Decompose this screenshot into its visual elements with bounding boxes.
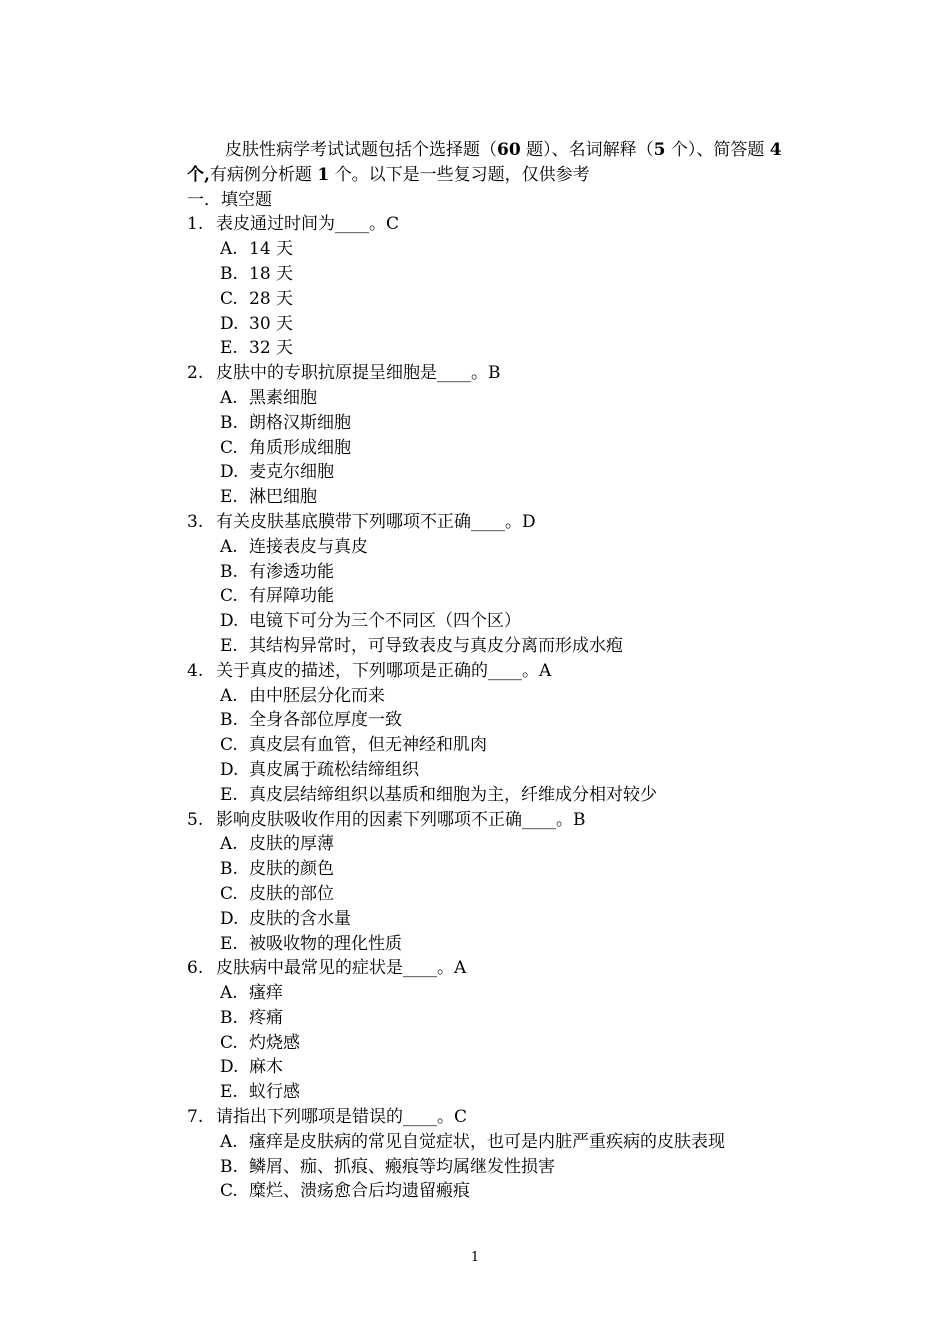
option-text: 糜烂、溃疡愈合后均遗留瘢痕 [249, 1181, 470, 1202]
answer-option [187, 932, 787, 957]
option-letter: B. [220, 1156, 238, 1177]
option-letter: A. [220, 536, 238, 557]
option-letter: A. [220, 387, 238, 408]
document-body [187, 138, 787, 1204]
question-number: 5. [187, 809, 204, 830]
answer-option [187, 386, 787, 411]
answer-option [187, 237, 787, 262]
question-stem [187, 1105, 787, 1130]
answer-option [187, 1006, 787, 1031]
answer-option [187, 262, 787, 287]
option-letter: D. [220, 908, 239, 929]
option-text: 皮肤的厚薄 [249, 834, 334, 855]
answer-option [187, 857, 787, 882]
section-title: 一．填空题 [187, 189, 272, 210]
answer-option [187, 287, 787, 312]
option-letter: E. [220, 635, 238, 656]
question-list [187, 212, 787, 1204]
answer-option [187, 485, 787, 510]
question-text: 影响皮肤吸收作用的因素下列哪项不正确____。B [216, 809, 586, 830]
option-letter: C. [220, 883, 238, 904]
question-number: 7. [187, 1107, 204, 1128]
question-stem [187, 808, 787, 833]
answer-option [187, 907, 787, 932]
option-text: 真皮层结缔组织以基质和细胞为主，纤维成分相对较少 [249, 784, 657, 805]
answer-option [187, 1155, 787, 1180]
answer-option [187, 336, 787, 361]
option-letter: A. [220, 1131, 238, 1152]
question-stem [187, 659, 787, 684]
intro-text-1: 皮肤性病学考试试题包括个选择题（ [225, 140, 497, 160]
intro-text-3: 个）、简答题 [665, 140, 770, 160]
intro-number-case: 1 [317, 164, 330, 185]
option-text: 淋巴细胞 [249, 487, 317, 508]
option-letter: B. [220, 263, 238, 284]
page-number: 1 [470, 1250, 480, 1265]
intro-number-short: 4 个, [187, 140, 782, 185]
option-letter: C. [220, 1032, 238, 1053]
option-letter: D. [220, 611, 239, 632]
option-text: 黑素细胞 [249, 387, 317, 408]
option-text: 有渗透功能 [249, 561, 334, 582]
intro-text-4: 有病例分析题 [209, 164, 318, 185]
option-letter: A. [220, 685, 238, 706]
option-text: 麦克尔细胞 [249, 462, 334, 483]
answer-option [187, 312, 787, 337]
option-text: 灼烧感 [249, 1032, 300, 1053]
option-text: 其结构异常时，可导致表皮与真皮分离而形成水疱 [249, 635, 623, 656]
option-letter: C. [220, 288, 238, 309]
option-text: 28 天 [249, 288, 294, 309]
question-stem [187, 212, 787, 237]
answer-option [187, 609, 787, 634]
option-letter: C. [220, 735, 238, 756]
option-letter: D. [220, 1057, 239, 1078]
question-number: 2. [187, 363, 204, 384]
intro-text-2: 题）、名词解释（ [520, 140, 654, 160]
option-text: 被吸收物的理化性质 [249, 933, 402, 954]
option-text: 朗格汉斯细胞 [249, 412, 351, 433]
option-letter: E. [220, 933, 238, 954]
option-text: 30 天 [249, 313, 294, 334]
option-text: 14 天 [249, 239, 294, 260]
option-text: 麻木 [249, 1057, 283, 1078]
option-text: 皮肤的含水量 [249, 908, 351, 929]
option-text: 皮肤的部位 [249, 883, 334, 904]
question-text: 关于真皮的描述，下列哪项是正确的____。A [216, 660, 552, 681]
answer-option [187, 1080, 787, 1105]
option-text: 电镜下可分为三个不同区（四个区） [249, 611, 521, 632]
option-letter: B. [220, 710, 238, 731]
question-number: 4. [187, 660, 204, 681]
answer-option [187, 634, 787, 659]
question-text: 请指出下列哪项是错误的____。C [216, 1107, 468, 1128]
question-text: 皮肤中的专职抗原提呈细胞是____。B [216, 363, 501, 384]
answer-option [187, 783, 787, 808]
answer-option [187, 460, 787, 485]
option-letter: A. [220, 834, 238, 855]
option-letter: E. [220, 1082, 238, 1103]
question-text: 有关皮肤基底膜带下列哪项不正确____。D [216, 511, 536, 532]
answer-option [187, 981, 787, 1006]
option-letter: B. [220, 1007, 238, 1028]
option-letter: D. [220, 313, 239, 334]
question-text: 表皮通过时间为____。C [216, 214, 400, 235]
intro-number-terms: 5 [653, 140, 666, 160]
answer-option [187, 1179, 787, 1204]
option-letter: A. [220, 239, 238, 260]
option-text: 蚁行感 [249, 1082, 300, 1103]
option-text: 鳞屑、痂、抓痕、瘢痕等均属继发性损害 [249, 1156, 555, 1177]
question-text: 皮肤病中最常见的症状是____。A [216, 958, 467, 979]
intro-number-choice: 60 [497, 140, 521, 160]
intro-text-5: 个。以下是一些复习题，仅供参考 [329, 164, 590, 185]
option-text: 32 天 [249, 338, 294, 359]
option-text: 角质形成细胞 [249, 437, 351, 458]
answer-option [187, 411, 787, 436]
question-stem [187, 361, 787, 386]
answer-option [187, 758, 787, 783]
option-text: 真皮属于疏松结缔组织 [249, 759, 419, 780]
question-number: 6. [187, 958, 204, 979]
option-letter: D. [220, 759, 239, 780]
question-number: 1. [187, 214, 204, 235]
option-letter: E. [220, 784, 238, 805]
option-text: 瘙痒是皮肤病的常见自觉症状，也可是内脏严重疾病的皮肤表现 [249, 1131, 725, 1152]
question-stem [187, 510, 787, 535]
answer-option [187, 560, 787, 585]
option-text: 18 天 [249, 263, 294, 284]
option-letter: B. [220, 412, 238, 433]
option-letter: D. [220, 462, 239, 483]
option-text: 瘙痒 [249, 983, 283, 1004]
option-text: 皮肤的颜色 [249, 859, 334, 880]
answer-option [187, 708, 787, 733]
option-letter: C. [220, 1181, 238, 1202]
option-letter: A. [220, 983, 238, 1004]
option-text: 疼痛 [249, 1007, 283, 1028]
option-letter: E. [220, 487, 238, 508]
option-text: 由中胚层分化而来 [249, 685, 385, 706]
answer-option [187, 535, 787, 560]
option-text: 连接表皮与真皮 [249, 536, 368, 557]
option-text: 有屏障功能 [249, 586, 334, 607]
answer-option [187, 832, 787, 857]
answer-option [187, 436, 787, 461]
option-text: 全身各部位厚度一致 [249, 710, 402, 731]
answer-option [187, 684, 787, 709]
option-letter: C. [220, 586, 238, 607]
option-letter: B. [220, 561, 238, 582]
option-letter: E. [220, 338, 238, 359]
option-letter: C. [220, 437, 238, 458]
answer-option [187, 1055, 787, 1080]
question-number: 3. [187, 511, 204, 532]
answer-option [187, 1031, 787, 1056]
answer-option [187, 882, 787, 907]
answer-option [187, 584, 787, 609]
question-stem [187, 956, 787, 981]
answer-option [187, 1130, 787, 1155]
answer-option [187, 733, 787, 758]
option-letter: B. [220, 859, 238, 880]
option-text: 真皮层有血管，但无神经和肌肉 [249, 735, 487, 756]
intro-paragraph [187, 138, 787, 188]
